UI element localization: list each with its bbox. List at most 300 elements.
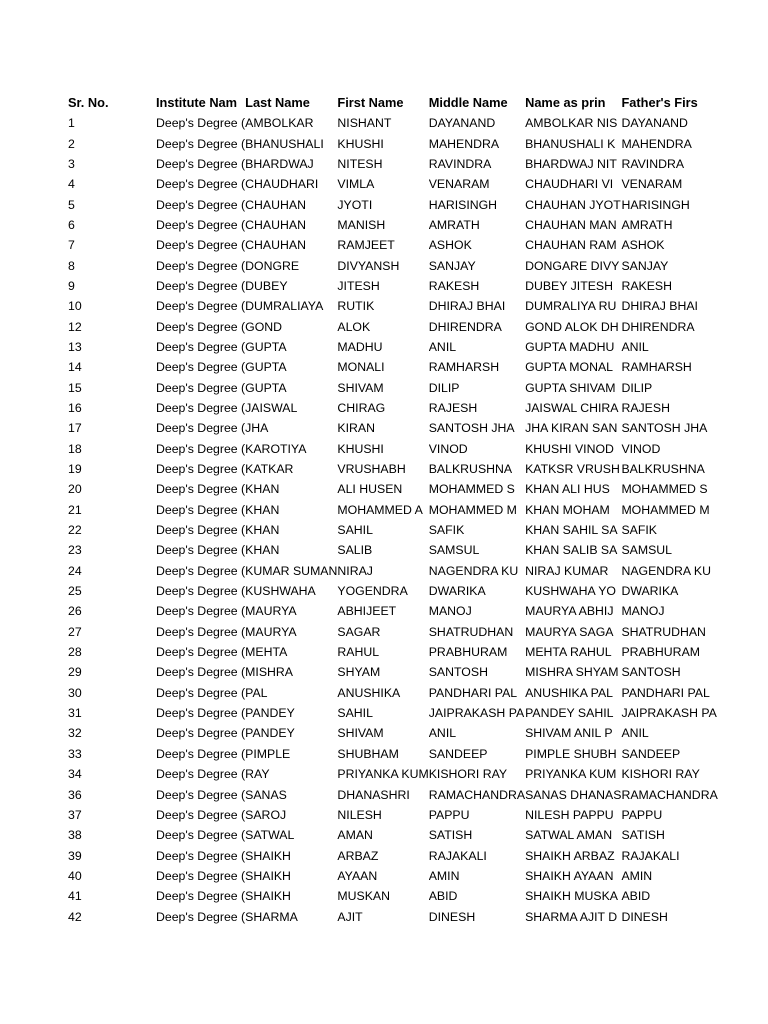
header-middle-name: Middle Name bbox=[428, 94, 508, 110]
sr-no-cell: 17 bbox=[68, 421, 82, 436]
print-name-cell: JHA KIRAN SAN bbox=[525, 421, 618, 436]
print-name-cell: CHAUHAN JYOT bbox=[525, 197, 621, 212]
table-row bbox=[68, 215, 718, 235]
sr-no-cell: 4 bbox=[68, 177, 75, 192]
table-row bbox=[68, 845, 718, 865]
sr-no-cell: 15 bbox=[68, 380, 82, 395]
father-name-cell: RAMHARSH bbox=[621, 360, 692, 375]
institute-cell: Deep's Degree ( bbox=[156, 848, 246, 863]
print-name-cell: KHAN SAHIL SA bbox=[525, 523, 618, 538]
last-name-cell: KATKAR bbox=[245, 462, 294, 477]
institute-cell: Deep's Degree ( bbox=[156, 543, 246, 558]
last-name-cell: PAL bbox=[245, 685, 268, 700]
middle-name-cell: RAMHARSH bbox=[428, 360, 500, 375]
last-name-cell: GUPTA bbox=[245, 339, 287, 354]
father-name-cell: DAYANAND bbox=[621, 116, 688, 131]
print-name-cell: PIMPLE SHUBH bbox=[525, 746, 617, 761]
sr-no-cell: 16 bbox=[68, 400, 82, 415]
table-row bbox=[68, 357, 718, 377]
table-row bbox=[68, 764, 718, 784]
last-name-cell: SHARMA bbox=[245, 909, 298, 924]
middle-name-cell: SANTOSH bbox=[428, 665, 488, 680]
table-row bbox=[68, 906, 718, 926]
institute-cell: Deep's Degree ( bbox=[156, 299, 246, 314]
middle-name-cell: ANIL bbox=[428, 726, 457, 741]
father-name-cell: MOHAMMED S bbox=[621, 482, 708, 497]
table-row bbox=[68, 174, 718, 194]
institute-cell: Deep's Degree ( bbox=[156, 136, 246, 151]
sr-no-cell: 41 bbox=[68, 889, 82, 904]
institute-cell: Deep's Degree ( bbox=[156, 116, 246, 131]
header-row bbox=[68, 92, 718, 113]
last-name-cell: DUBEY bbox=[245, 278, 288, 293]
institute-cell: Deep's Degree ( bbox=[156, 482, 246, 497]
print-name-cell: JAISWAL CHIRA bbox=[525, 400, 619, 415]
first-name-cell: JYOTI bbox=[337, 197, 373, 212]
institute-cell: Deep's Degree ( bbox=[156, 828, 246, 843]
father-name-cell: SAMSUL bbox=[621, 543, 673, 558]
sr-no-cell: 23 bbox=[68, 543, 82, 558]
middle-name-cell: PAPPU bbox=[428, 807, 470, 822]
father-name-cell: ANIL bbox=[621, 726, 649, 741]
print-name-cell: GUPTA MONAL bbox=[525, 360, 613, 375]
sr-no-cell: 21 bbox=[68, 502, 82, 517]
print-name-cell: CHAUHAN RAM bbox=[525, 238, 617, 253]
father-name-cell: MAHENDRA bbox=[621, 136, 692, 151]
table-row bbox=[68, 520, 718, 540]
sr-no-cell: 34 bbox=[68, 767, 82, 782]
father-name-cell: HARISINGH bbox=[621, 197, 690, 212]
sr-no-cell: 14 bbox=[68, 360, 82, 375]
table-row bbox=[68, 805, 718, 825]
middle-name-cell: MOHAMMED S bbox=[428, 482, 515, 497]
institute-cell: Deep's Degree ( bbox=[156, 339, 246, 354]
print-name-cell: NILESH PAPPU bbox=[525, 807, 614, 822]
sr-no-cell: 3 bbox=[68, 156, 75, 171]
header-institute-name: Institute Nam bbox=[156, 94, 238, 110]
table-body bbox=[68, 113, 718, 927]
table-row bbox=[68, 133, 718, 153]
table-row bbox=[68, 377, 718, 397]
print-name-cell: AMBOLKAR NIS bbox=[525, 116, 618, 131]
sr-no-cell: 1 bbox=[68, 116, 75, 131]
father-name-cell: SHATRUDHAN bbox=[621, 624, 706, 639]
table-row bbox=[68, 154, 718, 174]
table-row bbox=[68, 662, 718, 682]
father-name-cell: AMIN bbox=[621, 868, 653, 883]
sr-no-cell: 31 bbox=[68, 706, 82, 721]
first-name-cell: KHUSHI bbox=[337, 441, 384, 456]
father-name-cell: PANDHARI PAL bbox=[621, 685, 710, 700]
first-name-cell: VIMLA bbox=[337, 177, 375, 192]
father-name-cell: PRABHURAM bbox=[621, 645, 701, 660]
middle-name-cell: SATISH bbox=[428, 828, 473, 843]
last-name-cell: RAY bbox=[245, 767, 270, 782]
first-name-cell: SAHIL bbox=[337, 523, 373, 538]
last-name-cell: PANDEY bbox=[245, 726, 295, 741]
institute-cell: Deep's Degree ( bbox=[156, 807, 246, 822]
first-name-cell: KIRAN bbox=[337, 421, 375, 436]
first-name-cell: MADHU bbox=[337, 339, 383, 354]
middle-name-cell: DAYANAND bbox=[428, 116, 496, 131]
middle-name-cell: KISHORI RAY bbox=[428, 767, 508, 782]
father-name-cell: BALKRUSHNA bbox=[621, 462, 705, 477]
sr-no-cell: 8 bbox=[68, 258, 75, 273]
table-row bbox=[68, 683, 718, 703]
sr-no-cell: 20 bbox=[68, 482, 82, 497]
last-name-cell: KUMAR SUMAN bbox=[245, 563, 338, 578]
sr-no-cell: 40 bbox=[68, 868, 82, 883]
print-name-cell: CHAUHAN MAN bbox=[525, 217, 617, 232]
first-name-cell: NITESH bbox=[337, 156, 383, 171]
father-name-cell: JAIPRAKASH PA bbox=[621, 706, 717, 721]
father-name-cell: SATISH bbox=[621, 828, 665, 843]
father-name-cell: PAPPU bbox=[621, 807, 663, 822]
middle-name-cell: ABID bbox=[428, 889, 458, 904]
father-name-cell: SANTOSH JHA bbox=[621, 421, 708, 436]
middle-name-cell: PRABHURAM bbox=[428, 645, 508, 660]
middle-name-cell: RAVINDRA bbox=[428, 156, 492, 171]
last-name-cell: SHAIKH bbox=[245, 868, 291, 883]
institute-cell: Deep's Degree ( bbox=[156, 278, 246, 293]
last-name-cell: PIMPLE bbox=[245, 746, 291, 761]
institute-cell: Deep's Degree ( bbox=[156, 197, 246, 212]
last-name-cell: KHAN bbox=[245, 482, 280, 497]
institute-cell: Deep's Degree ( bbox=[156, 604, 246, 619]
last-name-cell: KHAN bbox=[245, 502, 280, 517]
institute-cell: Deep's Degree ( bbox=[156, 706, 246, 721]
table-row bbox=[68, 744, 718, 764]
last-name-cell: MAURYA bbox=[245, 624, 297, 639]
print-name-cell: MAURYA ABHIJ bbox=[525, 604, 614, 619]
middle-name-cell: RAKESH bbox=[428, 278, 480, 293]
print-name-cell: SHAIKH MUSKA bbox=[525, 889, 619, 904]
institute-cell: Deep's Degree ( bbox=[156, 400, 246, 415]
table-row bbox=[68, 601, 718, 621]
first-name-cell: MONALI bbox=[337, 360, 385, 375]
first-name-cell: ALOK bbox=[337, 319, 371, 334]
father-name-cell: SAFIK bbox=[621, 523, 657, 538]
last-name-cell: BHARDWAJ bbox=[245, 156, 314, 171]
last-name-cell: MAURYA bbox=[245, 604, 297, 619]
print-name-cell: MEHTA RAHUL bbox=[525, 645, 612, 660]
middle-name-cell: SANJAY bbox=[428, 258, 476, 273]
institute-cell: Deep's Degree ( bbox=[156, 563, 246, 578]
first-name-cell: MOHAMMED A bbox=[337, 502, 423, 517]
middle-name-cell: RAJESH bbox=[428, 400, 478, 415]
print-name-cell: KUSHWAHA YO bbox=[525, 584, 616, 599]
father-name-cell: DILIP bbox=[621, 380, 653, 395]
middle-name-cell: MANOJ bbox=[428, 604, 472, 619]
institute-cell: Deep's Degree ( bbox=[156, 217, 246, 232]
father-name-cell: MANOJ bbox=[621, 604, 665, 619]
print-name-cell: GUPTA MADHU bbox=[525, 339, 615, 354]
table-row bbox=[68, 479, 718, 499]
middle-name-cell: MOHAMMED M bbox=[428, 502, 517, 517]
student-table bbox=[68, 92, 718, 927]
print-name-cell: PRIYANKA KUM bbox=[525, 767, 617, 782]
print-name-cell: DUBEY JITESH bbox=[525, 278, 613, 293]
table-row bbox=[68, 886, 718, 906]
table-row bbox=[68, 255, 718, 275]
print-name-cell: KHAN ALI HUS bbox=[525, 482, 610, 497]
first-name-cell: JITESH bbox=[337, 278, 380, 293]
table-row bbox=[68, 418, 718, 438]
middle-name-cell: DHIRAJ BHAI bbox=[428, 299, 506, 314]
print-name-cell: KHAN SALIB SA bbox=[525, 543, 618, 558]
middle-name-cell: DHIRENDRA bbox=[428, 319, 502, 334]
header-last-name: Last Name bbox=[245, 94, 310, 110]
first-name-cell: MANISH bbox=[337, 217, 386, 232]
institute-cell: Deep's Degree ( bbox=[156, 502, 246, 517]
first-name-cell: NILESH bbox=[337, 807, 382, 822]
last-name-cell: AMBOLKAR bbox=[245, 116, 314, 131]
table-row bbox=[68, 642, 718, 662]
institute-cell: Deep's Degree ( bbox=[156, 767, 246, 782]
print-name-cell: NIRAJ KUMAR bbox=[525, 563, 609, 578]
print-name-cell: SHARMA AJIT D bbox=[525, 909, 618, 924]
first-name-cell: PRIYANKA KUM bbox=[337, 767, 429, 782]
first-name-cell: SHYAM bbox=[337, 665, 381, 680]
last-name-cell: JHA bbox=[245, 421, 269, 436]
first-name-cell: ARBAZ bbox=[337, 848, 379, 863]
last-name-cell: JAISWAL bbox=[245, 400, 298, 415]
last-name-cell: CHAUHAN bbox=[245, 238, 306, 253]
header-first-name: First Name bbox=[337, 94, 404, 110]
sr-no-cell: 38 bbox=[68, 828, 82, 843]
print-name-cell: SHAIKH AYAAN bbox=[525, 868, 614, 883]
middle-name-cell: DWARIKA bbox=[428, 584, 486, 599]
first-name-cell: SAGAR bbox=[337, 624, 381, 639]
sr-no-cell: 36 bbox=[68, 787, 82, 802]
sr-no-cell: 7 bbox=[68, 238, 75, 253]
header-sr-no: Sr. No. bbox=[68, 94, 109, 110]
institute-cell: Deep's Degree ( bbox=[156, 523, 246, 538]
middle-name-cell: ASHOK bbox=[428, 238, 472, 253]
institute-cell: Deep's Degree ( bbox=[156, 624, 246, 639]
last-name-cell: SATWAL bbox=[245, 828, 295, 843]
sr-no-cell: 33 bbox=[68, 746, 82, 761]
middle-name-cell: JAIPRAKASH PA bbox=[428, 706, 525, 721]
father-name-cell: DHIRENDRA bbox=[621, 319, 695, 334]
last-name-cell: GOND bbox=[245, 319, 283, 334]
table-row bbox=[68, 784, 718, 804]
father-name-cell: NAGENDRA KU bbox=[621, 563, 711, 578]
print-name-cell: KHAN MOHAM bbox=[525, 502, 610, 517]
table-row bbox=[68, 581, 718, 601]
sr-no-cell: 9 bbox=[68, 278, 75, 293]
print-name-cell: GOND ALOK DH bbox=[525, 319, 619, 334]
first-name-cell: ABHIJEET bbox=[337, 604, 397, 619]
table-row bbox=[68, 703, 718, 723]
father-name-cell: RAMACHANDRA bbox=[621, 787, 718, 802]
institute-cell: Deep's Degree ( bbox=[156, 319, 246, 334]
table-row bbox=[68, 540, 718, 560]
father-name-cell: RAJESH bbox=[621, 400, 670, 415]
last-name-cell: KHAN bbox=[245, 523, 280, 538]
institute-cell: Deep's Degree ( bbox=[156, 909, 246, 924]
spreadsheet bbox=[68, 92, 718, 927]
sr-no-cell: 26 bbox=[68, 604, 82, 619]
last-name-cell: CHAUHAN bbox=[245, 217, 306, 232]
father-name-cell: VENARAM bbox=[621, 177, 683, 192]
middle-name-cell: DINESH bbox=[428, 909, 476, 924]
middle-name-cell: NAGENDRA KU bbox=[428, 563, 519, 578]
institute-cell: Deep's Degree ( bbox=[156, 156, 246, 171]
middle-name-cell: MAHENDRA bbox=[428, 136, 500, 151]
father-name-cell: RAVINDRA bbox=[621, 156, 685, 171]
middle-name-cell: HARISINGH bbox=[428, 197, 498, 212]
first-name-cell: SALIB bbox=[337, 543, 373, 558]
sr-no-cell: 37 bbox=[68, 807, 82, 822]
middle-name-cell: AMRATH bbox=[428, 217, 480, 232]
sr-no-cell: 32 bbox=[68, 726, 82, 741]
institute-cell: Deep's Degree ( bbox=[156, 645, 246, 660]
table-row bbox=[68, 194, 718, 214]
middle-name-cell: SAFIK bbox=[428, 523, 465, 538]
first-name-cell: RAMJEET bbox=[337, 238, 395, 253]
table-row bbox=[68, 337, 718, 357]
father-name-cell: VINOD bbox=[621, 441, 661, 456]
sr-no-cell: 24 bbox=[68, 563, 82, 578]
institute-cell: Deep's Degree ( bbox=[156, 441, 246, 456]
table-row bbox=[68, 439, 718, 459]
middle-name-cell: SAMSUL bbox=[428, 543, 480, 558]
table-row bbox=[68, 866, 718, 886]
father-name-cell: SANDEEP bbox=[621, 746, 681, 761]
father-name-cell: KISHORI RAY bbox=[621, 767, 700, 782]
sr-no-cell: 39 bbox=[68, 848, 82, 863]
first-name-cell: NIRAJ bbox=[337, 563, 373, 578]
table-row bbox=[68, 235, 718, 255]
first-name-cell: SHUBHAM bbox=[337, 746, 399, 761]
sr-no-cell: 12 bbox=[68, 319, 82, 334]
last-name-cell: SANAS bbox=[245, 787, 287, 802]
print-name-cell: BHARDWAJ NIT bbox=[525, 156, 617, 171]
sr-no-cell: 10 bbox=[68, 299, 82, 314]
print-name-cell: SHAIKH ARBAZ bbox=[525, 848, 615, 863]
last-name-cell: GUPTA bbox=[245, 380, 287, 395]
first-name-cell: SHIVAM bbox=[337, 380, 384, 395]
first-name-cell: ANUSHIKA bbox=[337, 685, 401, 700]
sr-no-cell: 6 bbox=[68, 217, 75, 232]
father-name-cell: AMRATH bbox=[621, 217, 673, 232]
header-name-as-printed: Name as prin bbox=[525, 94, 606, 110]
print-name-cell: SHIVAM ANIL P bbox=[525, 726, 613, 741]
last-name-cell: KHAN bbox=[245, 543, 280, 558]
institute-cell: Deep's Degree ( bbox=[156, 380, 246, 395]
last-name-cell: MISHRA bbox=[245, 665, 293, 680]
print-name-cell: BHANUSHALI K bbox=[525, 136, 616, 151]
last-name-cell: SHAIKH bbox=[245, 889, 291, 904]
first-name-cell: AMAN bbox=[337, 828, 373, 843]
father-name-cell: MOHAMMED M bbox=[621, 502, 710, 517]
table-row bbox=[68, 459, 718, 479]
print-name-cell: MAURYA SAGA bbox=[525, 624, 614, 639]
last-name-cell: PANDEY bbox=[245, 706, 295, 721]
last-name-cell: GUPTA bbox=[245, 360, 287, 375]
middle-name-cell: ANIL bbox=[428, 339, 457, 354]
table-row bbox=[68, 316, 718, 336]
sr-no-cell: 29 bbox=[68, 665, 82, 680]
table-row bbox=[68, 723, 718, 743]
institute-cell: Deep's Degree ( bbox=[156, 787, 246, 802]
sr-no-cell: 18 bbox=[68, 441, 82, 456]
institute-cell: Deep's Degree ( bbox=[156, 665, 246, 680]
father-name-cell: DINESH bbox=[621, 909, 668, 924]
institute-cell: Deep's Degree ( bbox=[156, 685, 246, 700]
sr-no-cell: 2 bbox=[68, 136, 75, 151]
sr-no-cell: 27 bbox=[68, 624, 82, 639]
middle-name-cell: BALKRUSHNA bbox=[428, 462, 513, 477]
institute-cell: Deep's Degree ( bbox=[156, 746, 246, 761]
table-row bbox=[68, 398, 718, 418]
sr-no-cell: 42 bbox=[68, 909, 82, 924]
middle-name-cell: RAJAKALI bbox=[428, 848, 487, 863]
header-fathers-first-name: Father's Firs bbox=[621, 94, 698, 110]
middle-name-cell: SHATRUDHAN bbox=[428, 624, 514, 639]
first-name-cell: ALI HUSEN bbox=[337, 482, 403, 497]
last-name-cell: BHANUSHALI bbox=[245, 136, 324, 151]
first-name-cell: VRUSHABH bbox=[337, 462, 406, 477]
father-name-cell: RAJAKALI bbox=[621, 848, 680, 863]
last-name-cell: KUSHWAHA bbox=[245, 584, 316, 599]
last-name-cell: DUMRALIAYA bbox=[245, 299, 324, 314]
institute-cell: Deep's Degree ( bbox=[156, 462, 246, 477]
institute-cell: Deep's Degree ( bbox=[156, 584, 246, 599]
first-name-cell: AYAAN bbox=[337, 868, 378, 883]
print-name-cell: MISHRA SHYAM bbox=[525, 665, 619, 680]
last-name-cell: SAROJ bbox=[245, 807, 287, 822]
print-name-cell: ANUSHIKA PAL bbox=[525, 685, 614, 700]
last-name-cell: SHAIKH bbox=[245, 848, 291, 863]
sr-no-cell: 22 bbox=[68, 523, 82, 538]
print-name-cell: SATWAL AMAN bbox=[525, 828, 613, 843]
print-name-cell: SANAS DHANAS bbox=[525, 787, 622, 802]
middle-name-cell: PANDHARI PAL bbox=[428, 685, 518, 700]
sr-no-cell: 30 bbox=[68, 685, 82, 700]
middle-name-cell: AMIN bbox=[428, 868, 460, 883]
middle-name-cell: DILIP bbox=[428, 380, 460, 395]
first-name-cell: DIVYANSH bbox=[337, 258, 400, 273]
institute-cell: Deep's Degree ( bbox=[156, 360, 246, 375]
first-name-cell: MUSKAN bbox=[337, 889, 391, 904]
print-name-cell: KHUSHI VINOD bbox=[525, 441, 614, 456]
print-name-cell: KATKSR VRUSH bbox=[525, 462, 620, 477]
father-name-cell: SANTOSH bbox=[621, 665, 681, 680]
last-name-cell: CHAUDHARI bbox=[245, 177, 319, 192]
sr-no-cell: 5 bbox=[68, 197, 75, 212]
table-row bbox=[68, 500, 718, 520]
print-name-cell: DONGARE DIVY bbox=[525, 258, 620, 273]
father-name-cell: ANIL bbox=[621, 339, 649, 354]
sr-no-cell: 13 bbox=[68, 339, 82, 354]
father-name-cell: ASHOK bbox=[621, 238, 665, 253]
print-name-cell: GUPTA SHIVAM bbox=[525, 380, 616, 395]
institute-cell: Deep's Degree ( bbox=[156, 258, 246, 273]
table-row bbox=[68, 296, 718, 316]
institute-cell: Deep's Degree ( bbox=[156, 421, 246, 436]
table-row bbox=[68, 276, 718, 296]
institute-cell: Deep's Degree ( bbox=[156, 177, 246, 192]
first-name-cell: KHUSHI bbox=[337, 136, 384, 151]
first-name-cell: AJIT bbox=[337, 909, 363, 924]
first-name-cell: RUTIK bbox=[337, 299, 375, 314]
table-row bbox=[68, 561, 718, 581]
sr-no-cell: 25 bbox=[68, 584, 82, 599]
table-row bbox=[68, 622, 718, 642]
print-name-cell: DUMRALIYA RU bbox=[525, 299, 617, 314]
